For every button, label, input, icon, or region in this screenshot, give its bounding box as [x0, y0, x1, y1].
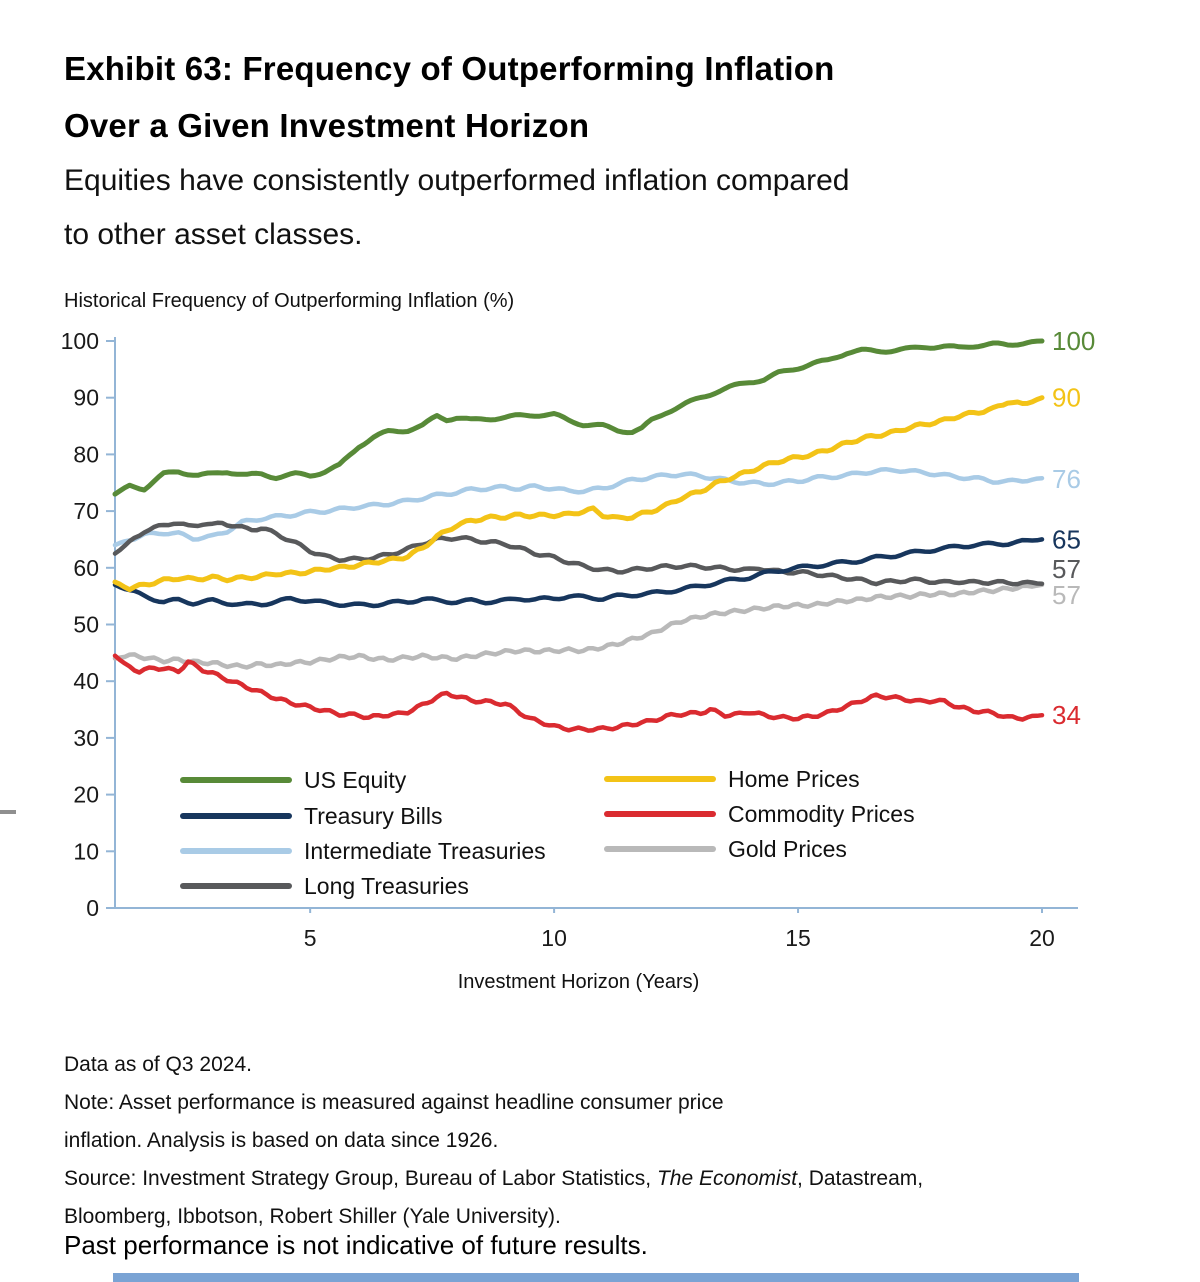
x-tick-label: 10 [541, 925, 567, 951]
gold-prices-swatch [604, 846, 716, 852]
legend-label: Gold Prices [728, 835, 847, 862]
series-line-intermediate-treasuries [115, 469, 1042, 545]
end-label-home-prices: 90 [1052, 382, 1081, 413]
source-suffix: , Datastream, [797, 1167, 924, 1190]
legend-label: Treasury Bills [304, 802, 443, 829]
legend-label: Home Prices [728, 765, 860, 792]
legend-label: Commodity Prices [728, 800, 915, 827]
footnote-note-line1: Note: Asset performance is measured against headline consumer price [64, 1091, 724, 1114]
end-label-intermediate-treasuries: 76 [1052, 463, 1081, 494]
legend-item-treasury-bills [180, 798, 442, 834]
legend-label: US Equity [304, 766, 407, 793]
end-label-us-equity: 100 [1052, 326, 1096, 356]
legend-item-commodity-prices [604, 796, 915, 832]
exhibit-subtitle [64, 154, 1144, 262]
frequency-line-chart [0, 280, 1200, 1050]
source-prefix: Source: Investment Strategy Group, Bureau of Labor Statistics, [64, 1167, 657, 1190]
legend-item-us-equity [180, 762, 406, 798]
left-edge-mark [0, 810, 16, 814]
x-tick-label: 5 [303, 925, 317, 951]
chart-area [0, 280, 1200, 1050]
legend-item-gold-prices [604, 831, 847, 867]
exhibit-title-line1: Exhibit 63: Frequency of Outperforming Inflation [64, 50, 835, 87]
long-treasuries-swatch [180, 883, 292, 889]
x-tick-label: 20 [1029, 925, 1055, 951]
legend-item-intermediate-treasuries [180, 833, 546, 869]
intermediate-treasuries-swatch [180, 848, 292, 854]
footnote-source-line1 [64, 1160, 1144, 1198]
bottom-partial-bar [113, 1273, 1079, 1282]
treasury-bills-swatch [180, 813, 292, 819]
y-axis-title: Historical Frequency of Outperforming Inflation (%) [64, 290, 515, 312]
home-prices-swatch [604, 776, 716, 782]
legend-label: Long Treasuries [304, 872, 469, 899]
y-tick-label: 40 [73, 668, 99, 695]
disclaimer-text: Past performance is not indicative of future results. [64, 1230, 648, 1260]
y-tick-label: 30 [73, 724, 99, 751]
footnote-data-as-of: Data as of Q3 2024. [64, 1053, 252, 1076]
exhibit-subtitle-line2: to other asset classes. [64, 218, 363, 251]
y-tick-label: 100 [60, 328, 99, 354]
footnote-source-line2: Bloomberg, Ibbotson, Robert Shiller (Yale University). [64, 1205, 561, 1228]
source-italic: The Economist [656, 1167, 798, 1190]
y-tick-label: 80 [73, 441, 99, 468]
end-label-treasury-bills: 65 [1052, 524, 1081, 555]
y-tick-label: 60 [73, 554, 99, 581]
y-tick-label: 10 [73, 838, 99, 865]
y-tick-label: 50 [73, 611, 99, 638]
footnotes [64, 1046, 1144, 1236]
commodity-prices-swatch [604, 811, 716, 817]
y-tick-label: 90 [73, 384, 99, 411]
exhibit-subtitle-line1: Equities have consistently outperformed inflation compared [64, 164, 850, 197]
footnote-note-line2: inflation. Analysis is based on data since 1926. [64, 1129, 499, 1152]
legend-label: Intermediate Treasuries [304, 837, 546, 864]
y-tick-label: 70 [73, 498, 99, 525]
end-label-commodity-prices: 34 [1052, 700, 1081, 731]
x-axis-title: Investment Horizon (Years) [457, 971, 700, 993]
end-label-gold-prices: 57 [1052, 580, 1081, 611]
end-label-long-treasuries: 57 [1052, 553, 1081, 584]
y-tick-label: 0 [86, 895, 99, 921]
legend-item-home-prices [604, 761, 860, 797]
exhibit-title [64, 40, 1124, 154]
legend-item-long-treasuries [180, 868, 469, 904]
x-tick-label: 15 [785, 925, 811, 951]
y-tick-label: 20 [73, 781, 99, 808]
exhibit-title-line2: Over a Given Investment Horizon [64, 107, 590, 144]
us-equity-swatch [180, 777, 292, 783]
